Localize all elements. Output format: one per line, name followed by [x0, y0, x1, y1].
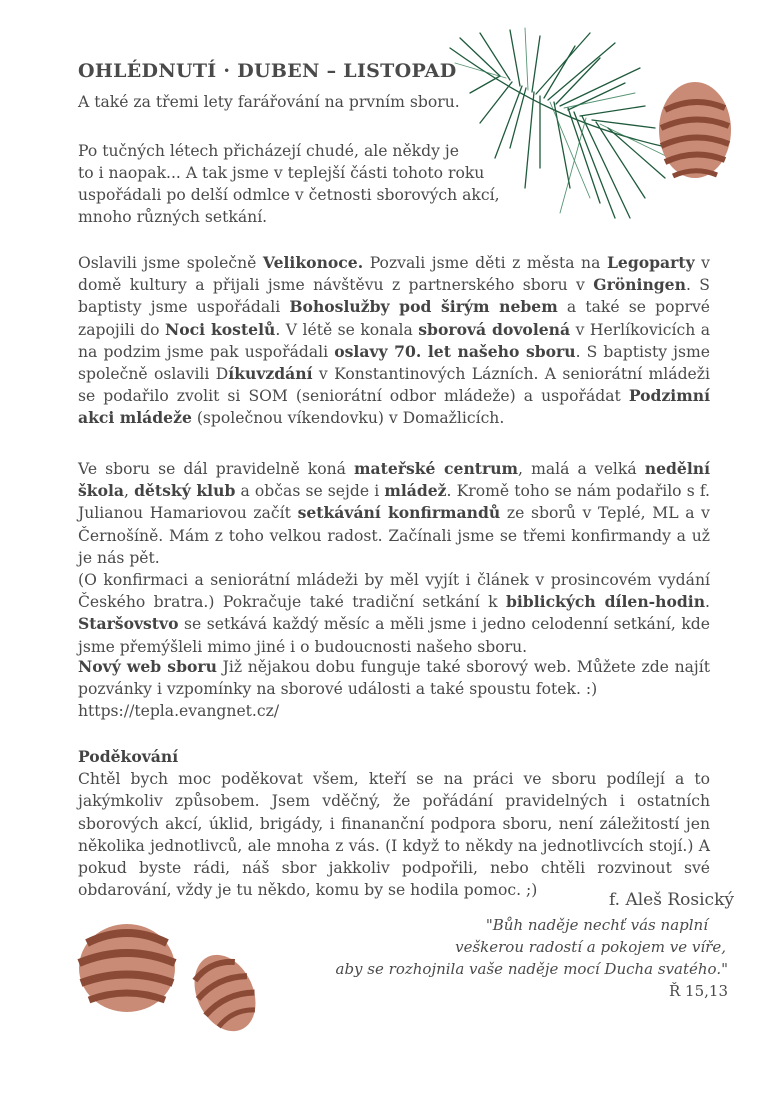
subtitle: A také za třemi lety farářování na prvním sboru. [78, 93, 460, 111]
events-paragraph: Oslavili jsme společně Velikonoce. Pozvali jsme děti z města na Legoparty v domě kultury a přijali jsme návštěvu z partnerského sboru v Gröningen. S baptisty jsme uspořádali Bohoslužby pod širým nebem a také se poprvé zapojili do Noci kostelů. V létě se konala sborová dovolená v Herlíkovicích a na podzim jsme pak uspořádali oslavy 70. let našeho sboru. S baptisty jsme společně oslavili Díkuvzdání v Konstantinových Lázních. A seniorátní mládeži se podařilo zvolit si SOM (seniorátní odbor mládeže) a uspořádat Podzimní akci mládeže (společnou víkendovku) v Domažlicích. [78, 253, 710, 428]
quote-reference: Ř 15,13 [668, 982, 728, 1000]
web-paragraph: Nový web sboru Již nějakou dobu funguje také sborový web. Můžete zde najít pozvánky i vzpomínky na sborové události a také spoustu fotek. :) https://tepla.evangnet.cz/ [78, 657, 710, 721]
web-heading: Nový web sboru [78, 657, 217, 676]
regular-activities-paragraph: Ve sboru se dál pravidelně koná mateřské centrum, malá a velká nedělní škola, dětský klub a občas se sejde i mládež. Kromě toho se nám podařilo s f. Julianou Hamariovou začít setkávání konfirmandů ze sborů v Teplé, ML a v Černošíně. Mám z toho velkou radost. Začínali jsme se třemi konfirmandy a už je nás pět. (O konfirmaci a seniorátní mládeži by měl vyjít i článek v prosincovém vydání Českého bratra.) Pokračuje také tradiční setkání k biblických dílen-hodin. Staršovstvo se setkává každý měsíc a měli jsme i jedno celodenní setkání, kde jsme přemýšleli mimo jiné i o budoucnosti našeho sboru. [78, 459, 711, 656]
thanks-section: Poděkování Chtěl bych moc poděkovat všem, kteří se na práci ve sboru podílejí a to jakýmkoliv způsobem. Jsem vděčný, že pořádání pravidelných i ostatních sborových akcí, úklid, brigády, i finananční podpora sboru, není záležitostí jen několika jednotlivců, ale mnoha z vás. (I když to někdy na jednotlivcích stojí.) A pokud byste rádi, náš sbor jakkoliv podpořili, nebo chtěli rozvinout své obdarování, vždy je tu někdo, komu by se hodila pomoc. ;) [78, 747, 710, 900]
intro-paragraph [78, 140, 500, 228]
intro-line: uspořádali po delší odmlce v četnosti sborových akcí, [78, 186, 500, 204]
bible-quote: "Bůh naděje nechť vás naplní veškerou radostí a pokojem ve víře, aby se rozhojnila vaše naděje mocí Ducha svatého." Ř 15,13 [308, 914, 728, 1002]
page-title: OHLÉDNUTÍ · DUBEN – LISTOPAD [78, 60, 457, 82]
thanks-heading: Poděkování [78, 747, 179, 766]
pine-cone-branch [659, 82, 731, 178]
signature: f. Aleš Rosický [608, 890, 734, 910]
intro-line: to i naopak... A tak jsme v teplejší části tohoto roku [78, 164, 485, 182]
pine-cone-illustration [75, 918, 260, 1043]
web-url-link[interactable]: https://tepla.evangnet.cz/ [78, 702, 280, 721]
intro-line: mnoho různých setkání. [78, 208, 268, 226]
intro-line: Po tučných létech přicházejí chudé, ale někdy je [78, 142, 459, 160]
